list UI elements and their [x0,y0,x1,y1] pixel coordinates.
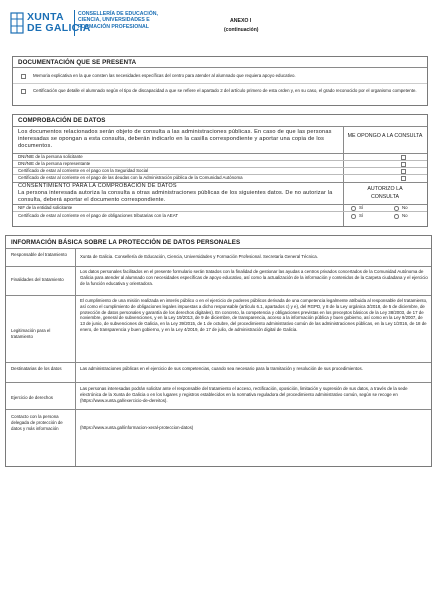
org-name-line1: XUNTA [27,11,64,23]
no-label: No [402,205,408,210]
authorize-no-radio[interactable] [394,206,399,211]
header-divider [74,10,75,36]
section-title-verification: COMPROBACIÓN DE DATOS [18,117,106,124]
privacy-row-label: Finalidades del tratamiento [11,277,64,282]
verification-section [12,114,428,227]
oppose-header: ME OPONGO A LA CONSULTA [347,133,423,139]
privacy-row-text: Xunta de Galicia. Consellería de Educación, Ciencia, Universidades y Formación Profesional. Secretaría General Técnica. [80,254,318,259]
privacy-row-text: El cumplimiento de una misión realizada en interés público o en el ejercicio de poderes públicos derivada de una competencia legalmente atribuida al responsable del tratamiento, así como el cumplimiento de obligaciones legales impuestas a dicho responsable (artículo 6.1, apartados c) y e), del RGPD, y 8 de la Ley orgánica 3/2018, de 5 de diciembre, de protección de datos personales y garantía de los derechos digitales). En concreto, la competencia y obligaciones previstas en los preceptos básicos de la Ley 38/2003, de 17 de noviembre, general de subvenciones, y en la Ley 19/2013, de 9 de diciembre, de transparencia, acceso a la información pública y buen gobierno, así como en la Ley 9/2007, de 13 de junio, de subvenciones de Galicia, en la Ley 39/2015, de 1 de octubre, del procedimiento administrativo común de las administraciones públicas, en la Ley 1/2016, de 18 de enero, de transparencia y buen gobierno, y en la Ley 4/2019, de 17 de julio, de administración digital de Galicia. [80,298,428,332]
row-divider [6,409,431,410]
xunta-emblem-icon [10,12,24,34]
privacy-row-label: Responsable del tratamiento [11,252,67,257]
department-name: CONSELLERÍA DE EDUCACIÓN, CIENCIA, UNIVERSIDADES E FORMACIÓN PROFESIONAL [78,11,158,30]
authorize-yes-radio[interactable] [351,214,356,219]
section-title-documentation: DOCUMENTACIÓN QUE SE PRESENTA [18,59,137,66]
privacy-row-label: Destinatarias de los datos [11,366,62,371]
privacy-row-text: Las personas interesadas podrán solicitar ante el responsable del tratamiento el acceso, rectificación, oposición, limitación y supresión de sus datos, a través de la sede electrónica de la Xunta de Galicia o en los lugares y registros establecidos en la normativa reguladora del procedimiento administrativo común, según se recoge en (https://www.xunta.gal/exercicio-de-dereitos). [80,386,408,403]
column-divider [75,248,76,466]
privacy-info-link[interactable]: (https://www.xunta.gal/informacion-xeral-proteccion-datos) [80,425,194,430]
section-title-privacy: INFORMACIÓN BÁSICA SOBRE LA PROTECCIÓN DE DATOS PERSONALES [11,239,241,246]
yes-label: Sí [359,205,364,210]
row-divider [6,266,431,267]
privacy-row-text: Los datos personales facilitados en el presente formulario serán tratados con la finalidad de gestionar las ayudas a centros privados concertados de la Comunidad Autónoma de Galicia para atender al alumnado con necesidades específicas de apoyo educativo, así como la actualización de la información y contenidos de la Carpeta ciudadana y el ejercicio de la función educativa y orientadora. [80,269,428,286]
consent-row: NIF de la entidad solicitante [18,205,73,210]
privacy-row-label: Legitimación para el tratamiento [11,328,51,339]
privacy-row-label: Contacto con la persona delegada de protección de datos y más información [11,414,63,431]
verification-intro: Los documentos relacionados serán objeto de consulta a las administraciones públicas. En caso de que las personas interesadas se opongan a esta consulta, deberán indicarlo en la casilla correspondiente y aportar una copia de los documentos. [18,129,332,149]
doc-checkbox-2[interactable] [21,89,26,94]
verification-row: Certificado de estar al corriente en el pago con la Seguridad Social [18,168,149,173]
authorize-yes-radio[interactable] [351,206,356,211]
verification-row: Certificado de estar al corriente en el pago de las deudas con la Administración pública de la Comunidad Autónoma [18,175,243,180]
divider [6,248,431,249]
authorize-no-radio[interactable] [394,214,399,219]
divider [13,126,427,127]
org-name-line2: DE GALICIA [27,22,91,34]
consent-row: Certificado de estar al corriente en el pago de obligaciones tributarias con la AEAT [18,213,179,218]
oppose-checkbox[interactable] [401,176,406,181]
row-divider [13,211,427,212]
privacy-row-label: Ejercicio de derechos [11,395,53,400]
row-divider [13,204,427,205]
doc-item-2: Certificación que detalle el alumnado según el tipo de discapacidad a que se refiere el apartado 2 del artículo primero de esta orden y, en su caso, el grado reconocido por el organismo competente. [33,88,417,93]
annex-label: ANEXO I [230,18,252,24]
row-divider [6,382,431,383]
row-divider [6,295,431,296]
consent-text: La persona interesada autoriza la consulta a otras administraciones públicas de los siguientes datos. De no autorizar la consulta, deberá aportar el documento correspondiente. [18,190,333,203]
privacy-section [5,235,432,467]
annex-continuation: (continuación) [224,27,259,33]
documentation-section [12,56,428,106]
authorize-header: AUTORIZO LA CONSULTA [367,186,403,200]
consent-title: CONSENTIMIENTO PARA LA COMPROBACIÓN DE DATOS [18,183,177,189]
yes-label: Sí [359,213,364,218]
verification-row: DNI/NIE de la persona representante [18,161,91,166]
privacy-row-text: Las administraciones públicas en el ejercicio de sus competencias, cuando sea necesario para la tramitación y resolución de sus procedimientos. [80,366,363,371]
doc-item-1: Memoria explicativa en la que consten las necesidades específicas del centro para atender al alumnado que requiera apoyo educativo. [33,73,296,78]
divider [13,83,427,84]
verification-row: DNI/NIE de la persona solicitante [18,154,83,159]
divider [13,67,427,68]
row-divider [6,362,431,363]
no-label: No [402,213,408,218]
doc-checkbox-1[interactable] [21,74,26,79]
